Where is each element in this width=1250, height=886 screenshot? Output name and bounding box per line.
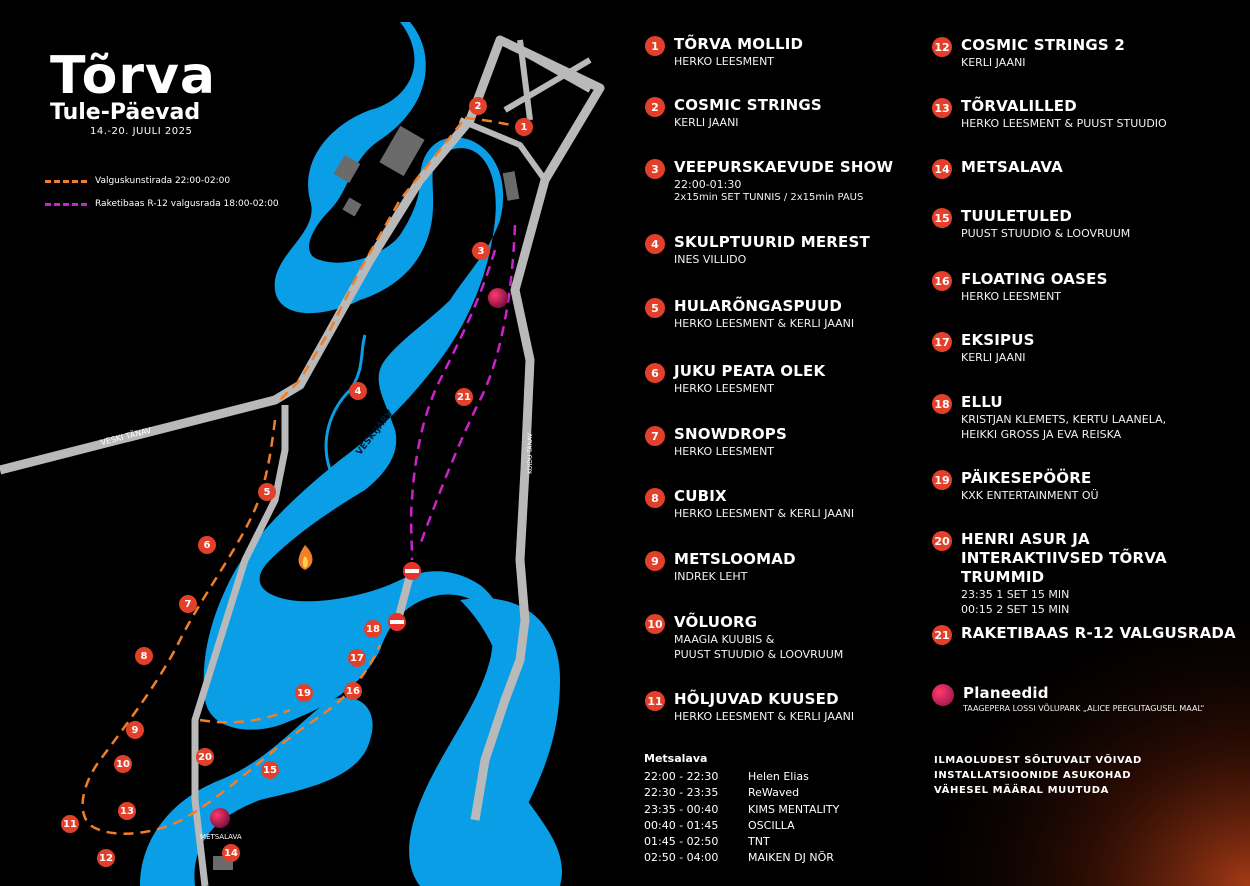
schedule-time: 00:40 - 01:45 (644, 818, 719, 832)
list-item[interactable] (932, 530, 1250, 617)
list-item[interactable] (645, 297, 854, 331)
schedule-row (644, 850, 839, 866)
planeedid-desc: TAAGEPERA LOSSI VÕLUPARK „ALICE PEEGLITAGUSEL MAAL“ (963, 704, 1205, 713)
item-author: HERKO LEESMENT (961, 290, 1062, 303)
map-marker[interactable]: 9 (126, 721, 144, 739)
map-marker[interactable]: 21 (455, 388, 473, 406)
item-author: KERLI JAANI (961, 351, 1026, 364)
list-item[interactable] (932, 624, 1236, 645)
weather-note (934, 753, 1164, 798)
item-number: 10 (645, 614, 665, 634)
item-number: 17 (932, 332, 952, 352)
map-marker[interactable]: 11 (61, 815, 79, 833)
list-item[interactable] (645, 362, 825, 396)
legend-label: Raketibaas R-12 valgusrada 18:00-02:00 (95, 199, 279, 209)
street-label-koidu: KOIDU TÄNAV (526, 433, 534, 474)
item-author: 23:35 1 SET 15 MIN (961, 588, 1070, 601)
note-line: INSTALLATSIOONIDE ASUKOHAD (934, 770, 1132, 781)
schedule-row (644, 769, 839, 785)
schedule-time: 01:45 - 02:50 (644, 835, 719, 849)
logo-subtitle: Tule-Päevad (50, 100, 201, 125)
list-item[interactable] (932, 207, 1130, 241)
item-name: METSLOOMAD (674, 550, 796, 568)
item-name: COSMIC STRINGS (674, 96, 822, 114)
list-item[interactable] (645, 233, 870, 267)
schedule-time: 22:30 - 23:35 (644, 786, 719, 800)
planet-icon (210, 808, 230, 828)
item-name: HULARÕNGASPUUD (674, 297, 843, 315)
item-name: CUBIX (674, 487, 727, 505)
festival-logo (50, 46, 250, 137)
schedule-act: KIMS MENTALITY (748, 802, 840, 816)
item-author: MAAGIA KUUBIS & (674, 633, 775, 646)
map-marker[interactable]: 7 (179, 595, 197, 613)
item-author: HERKO LEESMENT & PUUST STUUDIO (961, 117, 1167, 130)
schedule-act: ReWaved (748, 786, 800, 800)
planet-icon (932, 684, 954, 706)
no-entry-sign (403, 562, 421, 580)
item-author: KERLI JAANI (961, 56, 1026, 69)
list-item[interactable] (645, 487, 854, 521)
map-marker[interactable]: 1 (515, 118, 533, 136)
item-name: TÕRVA MOLLID (674, 35, 804, 53)
item-number: 11 (645, 691, 665, 711)
item-number: 12 (932, 37, 952, 57)
item-number: 20 (932, 531, 952, 551)
item-author: HERKO LEESMENT (674, 445, 775, 458)
map-marker[interactable]: 16 (344, 682, 362, 700)
list-item[interactable] (932, 469, 1099, 503)
legend-light-trail (45, 176, 230, 186)
item-number: 13 (932, 98, 952, 118)
item-number: 19 (932, 470, 952, 490)
item-extra: 00:15 2 SET 15 MIN (961, 603, 1070, 616)
item-name-2: INTERAKTIIVSED TÕRVA TRUMMID (961, 549, 1167, 586)
list-item[interactable] (645, 425, 787, 459)
item-author: INES VILLIDO (674, 253, 747, 266)
item-number: 16 (932, 271, 952, 291)
schedule-row (644, 818, 839, 834)
list-item[interactable] (645, 690, 854, 724)
item-name: ELLU (961, 393, 1003, 411)
item-author: KRISTJAN KLEMETS, KERTU LAANELA, (961, 413, 1167, 426)
item-extra: 2x15min SET TUNNIS / 2x15min PAUS (674, 192, 864, 203)
map-marker[interactable]: 10 (114, 755, 132, 773)
map-marker[interactable]: 18 (364, 620, 382, 638)
item-number: 14 (932, 159, 952, 179)
schedule-act: TNT (748, 835, 770, 849)
map-marker[interactable]: 14 (222, 844, 240, 862)
map-marker[interactable]: 3 (472, 242, 490, 260)
item-author: HERKO LEESMENT & KERLI JAANI (674, 317, 855, 330)
map-marker[interactable]: 5 (258, 483, 276, 501)
map-marker[interactable]: 6 (198, 536, 216, 554)
list-item[interactable] (932, 393, 1166, 442)
list-item[interactable] (932, 97, 1167, 131)
list-item[interactable] (645, 158, 893, 204)
map-marker[interactable]: 17 (348, 649, 366, 667)
list-item[interactable] (932, 158, 1063, 179)
map-marker[interactable]: 8 (135, 647, 153, 665)
item-number: 8 (645, 488, 665, 508)
item-number: 21 (932, 625, 952, 645)
item-number: 7 (645, 426, 665, 446)
logo-dates: 14.-20. JUULI 2025 (90, 126, 193, 137)
map-marker[interactable]: 12 (97, 849, 115, 867)
item-number: 5 (645, 298, 665, 318)
list-item[interactable] (645, 35, 803, 69)
item-number: 6 (645, 363, 665, 383)
item-name: TUULETULED (961, 207, 1073, 225)
item-name: COSMIC STRINGS 2 (961, 36, 1125, 54)
list-item[interactable] (645, 550, 796, 584)
schedule-act: MAIKEN DJ NÕR (748, 851, 834, 865)
item-extra: HEIKKI GROSS JA EVA REISKA (961, 428, 1122, 441)
planeedid-name: Planeedid (963, 684, 1049, 702)
item-author: KERLI JAANI (674, 116, 739, 129)
item-number: 9 (645, 551, 665, 571)
item-author: HERKO LEESMENT (674, 382, 775, 395)
no-entry-sign (388, 613, 406, 631)
item-author: HERKO LEESMENT (674, 55, 775, 68)
item-number: 1 (645, 36, 665, 56)
schedule-time: 23:35 - 00:40 (644, 802, 719, 816)
schedule-act: OSCILLA (748, 818, 795, 832)
street-label-veski: VESKI TÄNAV (99, 425, 153, 448)
legend-label: Valguskunstirada 22:00-02:00 (95, 176, 231, 186)
magenta-dash-icon (45, 203, 87, 206)
schedule-act: Helen Elias (748, 770, 809, 783)
list-item[interactable] (932, 270, 1108, 304)
stage-schedule (644, 752, 839, 867)
item-name: HÕLJUVAD KUUSED (674, 690, 839, 708)
list-item[interactable] (932, 331, 1035, 365)
orange-dash-icon (45, 180, 87, 183)
fire-icon (299, 545, 313, 570)
item-name: VÕLUORG (674, 613, 758, 631)
item-name: VEEPURSKAEVUDE SHOW (674, 158, 894, 176)
legend-rocket-trail (45, 199, 279, 209)
list-item[interactable] (645, 96, 822, 130)
note-line: VÄHESEL MÄÄRAL MUUTUDA (934, 785, 1109, 796)
item-number: 15 (932, 208, 952, 228)
schedule-title: Metsalava (644, 752, 708, 765)
item-name: RAKETIBAAS R-12 VALGUSRADA (961, 624, 1236, 642)
schedule-row (644, 802, 839, 818)
list-item[interactable] (932, 36, 1125, 70)
item-name: SKULPTUURID MEREST (674, 233, 870, 251)
item-name: METSALAVA (961, 158, 1063, 176)
item-number: 4 (645, 234, 665, 254)
schedule-row (644, 785, 839, 801)
map-marker[interactable]: 19 (295, 684, 313, 702)
item-name: PÄIKESEPÖÖRE (961, 469, 1092, 487)
lake-label: VESKIJÄRV (354, 408, 396, 458)
item-name: EKSIPUS (961, 331, 1035, 349)
map-marker[interactable]: 20 (196, 748, 214, 766)
map-marker[interactable]: 4 (349, 382, 367, 400)
item-number: 18 (932, 394, 952, 414)
logo-title: Tõrva (50, 46, 216, 106)
item-author: HERKO LEESMENT & KERLI JAANI (674, 507, 855, 520)
item-name: FLOATING OASES (961, 270, 1108, 288)
item-author: 22:00-01:30 (674, 178, 742, 191)
item-name: JUKU PEATA OLEK (674, 362, 826, 380)
schedule-time: 22:00 - 22:30 (644, 770, 719, 783)
item-name: TÕRVALILLED (961, 97, 1077, 115)
item-author: PUUST STUUDIO & LOOVRUUM (961, 227, 1131, 240)
item-name: HENRI ASUR JA (961, 530, 1090, 548)
map-marker[interactable]: 2 (469, 97, 487, 115)
item-name: SNOWDROPS (674, 425, 788, 443)
item-author: HERKO LEESMENT & KERLI JAANI (674, 710, 855, 723)
item-number: 2 (645, 97, 665, 117)
schedule-row (644, 834, 839, 850)
map-marker[interactable]: 13 (118, 802, 136, 820)
planeedid-item[interactable] (932, 684, 1204, 714)
item-extra: PUUST STUUDIO & LOOVRUUM (674, 648, 844, 661)
planet-icon (488, 288, 508, 308)
item-number: 3 (645, 159, 665, 179)
item-author: KXK ENTERTAINMENT OÜ (961, 489, 1099, 502)
item-author: INDREK LEHT (674, 570, 748, 583)
stage-label: METSALAVA (200, 833, 242, 841)
note-line: ILMAOLUDEST SÕLTUVALT VÕIVAD (934, 755, 1142, 766)
schedule-time: 02:50 - 04:00 (644, 851, 719, 865)
list-item[interactable] (645, 613, 843, 662)
map-marker[interactable]: 15 (261, 761, 279, 779)
